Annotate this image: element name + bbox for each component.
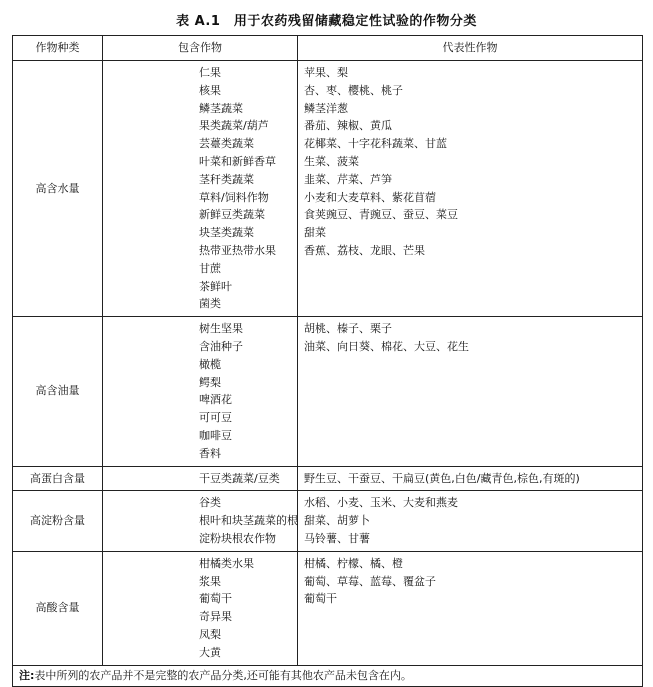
included-crop-item: 果类蔬菜/葫芦 <box>199 119 269 133</box>
representative-crop-item: 水稻、小麦、玉米、大麦和燕麦 <box>304 496 458 510</box>
table-row <box>13 61 643 317</box>
representative-crop-item: 葡萄、草莓、蓝莓、覆盆子 <box>304 574 436 588</box>
table-title: 表 A.1 用于农药残留储藏稳定性试验的作物分类 <box>176 14 477 29</box>
crop-type-cell: 高含水量 <box>13 61 103 317</box>
included-crops-cell <box>103 317 298 466</box>
included-crop-item: 柑橘类水果 <box>199 556 254 570</box>
note-text: 表中所列的农产品并不是完整的农产品分类,还可能有其他农产品未包含在内。 <box>34 668 412 682</box>
included-crop-item: 淀粉块根农作物 <box>199 531 276 545</box>
included-crop-item: 浆果 <box>199 574 221 588</box>
header-row <box>13 36 643 61</box>
included-crop-item: 热带亚热带水果 <box>199 243 276 257</box>
included-crop-item: 菌类 <box>199 297 221 311</box>
included-crop-item: 核果 <box>199 83 221 97</box>
table-row <box>13 466 643 491</box>
included-crop-item: 仁果 <box>199 66 221 79</box>
included-crop-item: 草料/饲料作物 <box>199 190 269 204</box>
included-crop-item: 鳞茎蔬菜 <box>199 101 243 115</box>
representative-crop-item: 马铃薯、甘薯 <box>304 531 370 545</box>
header-crop-type: 作物种类 <box>13 36 103 61</box>
crop-type-cell: 高含油量 <box>13 317 103 466</box>
included-crop-item: 茎秆类蔬菜 <box>199 172 254 186</box>
representative-crops-cell <box>298 551 643 665</box>
included-crop-item: 干豆类蔬菜/豆类 <box>199 471 280 485</box>
included-crop-item: 葡萄干 <box>199 592 232 606</box>
crop-type-cell: 高蛋白含量 <box>13 466 103 491</box>
representative-crop-item: 胡桃、榛子、栗子 <box>304 322 392 336</box>
note-row <box>13 665 643 686</box>
included-crop-item: 芸薹类蔬菜 <box>199 137 254 151</box>
table-note <box>13 665 643 686</box>
included-crop-item: 鳄梨 <box>199 375 221 389</box>
included-crop-item: 香料 <box>199 446 221 460</box>
table-row <box>13 551 643 665</box>
representative-crop-item: 香蕉、荔枝、龙眼、芒果 <box>304 243 425 257</box>
crop-classification-table <box>12 35 643 687</box>
representative-crop-item: 生菜、菠菜 <box>304 154 359 168</box>
representative-crop-item: 油菜、向日葵、棉花、大豆、花生 <box>304 339 469 353</box>
representative-crop-item: 韭菜、芹菜、芦笋 <box>304 172 392 186</box>
representative-crops-cell <box>298 317 643 466</box>
included-crop-item: 大黄 <box>199 645 221 659</box>
included-crop-item: 凤梨 <box>199 627 221 641</box>
representative-crop-item: 柑橘、柠檬、橘、橙 <box>304 556 403 570</box>
representative-crop-item: 小麦和大麦草料、紫花苜蓿 <box>304 190 436 204</box>
included-crop-item: 谷类 <box>199 496 221 510</box>
included-crop-item: 根叶和块茎蔬菜的根 <box>199 514 298 528</box>
table-row <box>13 317 643 466</box>
included-crops-cell <box>103 61 298 317</box>
table-body <box>13 61 643 666</box>
included-crop-item: 奇异果 <box>199 610 232 624</box>
included-crop-item: 橄榄 <box>199 357 221 371</box>
representative-crop-item: 食荚豌豆、青豌豆、蚕豆、菜豆 <box>304 208 458 222</box>
representative-crops-cell <box>298 491 643 551</box>
header-representative-crops: 代表性作物 <box>298 36 643 61</box>
included-crops-cell <box>103 491 298 551</box>
included-crop-item: 块茎类蔬菜 <box>199 226 254 240</box>
included-crop-item: 树生坚果 <box>199 322 243 336</box>
included-crop-item: 叶菜和新鲜香草 <box>199 154 276 168</box>
representative-crop-item: 甜菜、胡萝卜 <box>304 514 370 528</box>
crop-type-cell: 高酸含量 <box>13 551 103 665</box>
included-crops-cell <box>103 466 298 491</box>
included-crops-cell <box>103 551 298 665</box>
header-included-crops: 包含作物 <box>103 36 298 61</box>
table-row <box>13 491 643 551</box>
included-crop-item: 可可豆 <box>199 411 232 425</box>
representative-crop-item: 苹果、梨 <box>304 66 348 79</box>
representative-crops-cell <box>298 61 643 317</box>
included-crop-item: 茶鲜叶 <box>199 279 232 293</box>
representative-crop-item: 野生豆、干蚕豆、干扁豆(黄色,白色/藏青色,棕色,有斑的) <box>304 471 580 485</box>
representative-crops-cell <box>298 466 643 491</box>
included-crop-item: 甘蔗 <box>199 261 221 275</box>
note-label: 注: <box>19 668 35 682</box>
representative-crop-item: 番茄、辣椒、黄瓜 <box>304 119 392 133</box>
included-crop-item: 新鲜豆类蔬菜 <box>199 208 265 222</box>
representative-crop-item: 葡萄干 <box>304 592 337 606</box>
included-crop-item: 咖啡豆 <box>199 428 232 442</box>
included-crop-item: 啤酒花 <box>199 393 232 407</box>
crop-type-cell: 高淀粉含量 <box>13 491 103 551</box>
representative-crop-item: 鳞茎洋葱 <box>304 101 348 115</box>
representative-crop-item: 杏、枣、樱桃、桃子 <box>304 83 403 97</box>
included-crop-item: 含油种子 <box>199 339 243 353</box>
representative-crop-item: 甜菜 <box>304 226 326 240</box>
representative-crop-item: 花椰菜、十字花科蔬菜、甘蓝 <box>304 137 447 151</box>
